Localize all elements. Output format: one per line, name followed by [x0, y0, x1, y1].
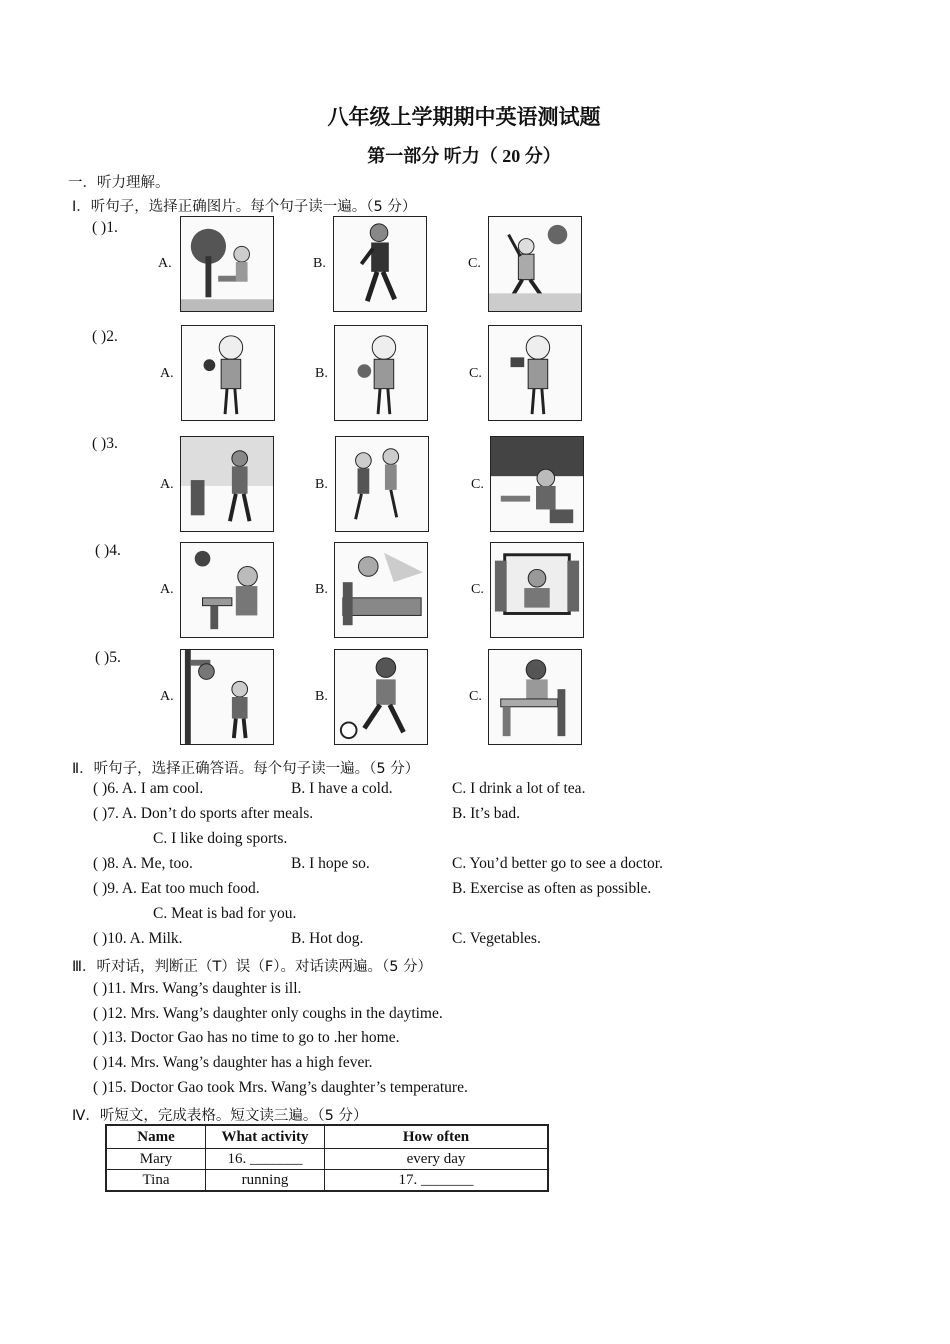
cell-name: Tina [106, 1170, 206, 1192]
option-b-label: B. [313, 256, 326, 271]
picture-girl-with-hamburger[interactable] [488, 325, 582, 421]
question-8-b: B. I hope so. [291, 855, 370, 872]
question-9-a: ( )9. A. Eat too much food. [93, 880, 260, 897]
cell-how-often-blank[interactable]: 17. _______ [325, 1170, 549, 1192]
picture-girl-with-apple[interactable] [181, 325, 275, 421]
option-c-label: C. [469, 366, 482, 381]
picture-person-at-window[interactable] [490, 542, 584, 638]
header-how-often: How often [325, 1125, 549, 1149]
picture-girl-with-ball[interactable] [334, 325, 428, 421]
header-name: Name [106, 1125, 206, 1149]
question-6-b: B. I have a cold. [291, 780, 393, 797]
cell-how-often: every day [325, 1149, 549, 1170]
question-label: ( )3. [92, 435, 118, 452]
option-b-label: B. [315, 366, 328, 381]
cell-name: Mary [106, 1149, 206, 1170]
part2-instruction: Ⅱ．听句子，选择正确答语。每个句子读一遍。（5 分） [72, 761, 420, 777]
activity-table [105, 1124, 549, 1192]
picture-boy-carrying-books[interactable] [490, 436, 584, 532]
question-9-b: B. Exercise as often as possible. [452, 880, 652, 897]
part3-instruction: Ⅲ．听对话，判断正（T）误（F）。对话读两遍。（5 分） [72, 959, 433, 975]
table-row [106, 1149, 548, 1170]
picture-man-at-mailbox[interactable] [180, 436, 274, 532]
option-a-label: A. [160, 366, 174, 381]
header-activity: What activity [206, 1125, 325, 1149]
picture-girl-sick-in-bed[interactable] [334, 542, 428, 638]
option-a-label: A. [158, 256, 172, 271]
part4-instruction: Ⅳ．听短文，完成表格。短文读三遍。（5 分） [72, 1108, 368, 1124]
question-7-a: ( )7. A. Don’t do sports after meals. [93, 805, 314, 822]
picture-man-jogging[interactable] [333, 216, 427, 312]
question-10-a: ( )10. A. Milk. [93, 930, 183, 947]
question-10-c: C. Vegetables. [452, 930, 541, 947]
question-label: ( )4. [95, 542, 121, 559]
option-b-label: B. [315, 477, 328, 492]
option-c-label: C. [469, 689, 482, 704]
option-c-label: C. [468, 256, 481, 271]
table-header-row [106, 1125, 548, 1149]
option-a-label: A. [160, 689, 174, 704]
picture-boy-in-sunshine[interactable] [488, 216, 582, 312]
option-b-label: B. [315, 582, 328, 597]
question-label: ( )2. [92, 328, 118, 345]
picture-old-man-on-bench[interactable] [180, 216, 274, 312]
picture-kids-fighting[interactable] [335, 436, 429, 532]
table-row [106, 1170, 548, 1192]
question-14: ( )14. Mrs. Wang’s daughter has a high fever. [93, 1054, 373, 1071]
question-7-c: C. I like doing sports. [153, 830, 288, 847]
question-11: ( )11. Mrs. Wang’s daughter is ill. [93, 980, 302, 997]
question-7-b: B. It’s bad. [452, 805, 521, 822]
question-12: ( )12. Mrs. Wang’s daughter only coughs in the daytime. [93, 1005, 443, 1022]
option-a-label: A. [160, 582, 174, 597]
page-title: 八年级上学期期中英语测试题 [327, 105, 601, 129]
question-label: ( )1. [92, 219, 118, 236]
picture-boy-studying-at-desk[interactable] [488, 649, 582, 745]
cell-activity-blank[interactable]: 16. _______ [206, 1149, 325, 1170]
picture-boy-playing-basketball[interactable] [180, 649, 274, 745]
question-9-c: C. Meat is bad for you. [153, 905, 297, 922]
question-label: ( )5. [95, 649, 121, 666]
option-c-label: C. [471, 582, 484, 597]
part-title: 第一部分 听力（ 20 分） [367, 146, 561, 166]
question-15: ( )15. Doctor Gao took Mrs. Wang’s daughter’s temperature. [93, 1079, 468, 1096]
question-6-a: ( )6. A. I am cool. [93, 780, 204, 797]
option-c-label: C. [471, 477, 484, 492]
question-13: ( )13. Doctor Gao has no time to go to .her home. [93, 1029, 400, 1046]
question-10-b: B. Hot dog. [291, 930, 364, 947]
question-8-c: C. You’d better go to see a doctor. [452, 855, 663, 872]
question-6-c: C. I drink a lot of tea. [452, 780, 586, 797]
listening-heading: 一．听力理解。 [68, 175, 170, 191]
picture-man-reading-in-sun[interactable] [180, 542, 274, 638]
cell-activity: running [206, 1170, 325, 1192]
option-b-label: B. [315, 689, 328, 704]
option-a-label: A. [160, 477, 174, 492]
part1-instruction: Ⅰ．听句子，选择正确图片。每个句子读一遍。（5 分） [72, 199, 417, 215]
picture-boy-playing-soccer[interactable] [334, 649, 428, 745]
question-8-a: ( )8. A. Me, too. [93, 855, 193, 872]
